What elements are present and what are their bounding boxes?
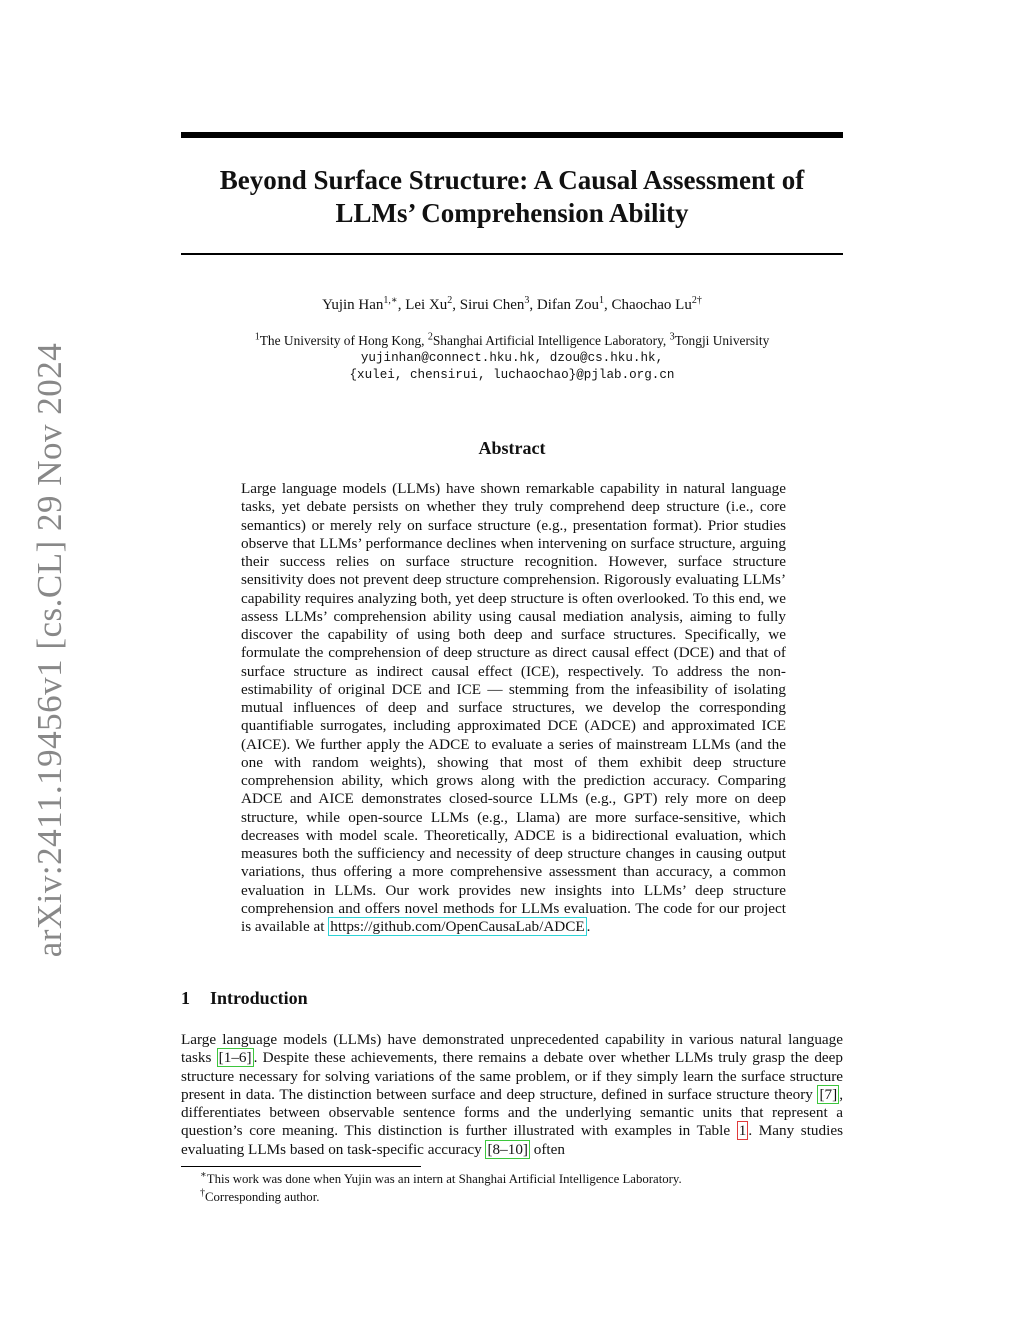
section-title: Introduction [210, 988, 308, 1008]
footnote-rule [181, 1166, 421, 1167]
footnote: ∗This work was done when Yujin was an intern at Shanghai Artificial Intelligence Laboratory. [200, 1169, 682, 1186]
footnote: †Corresponding author. [200, 1187, 320, 1204]
introduction-paragraph: Large language models (LLMs) have demonstrated unprecedented capability in various natural language tasks [1–6] . Despite these achievements, there remains a debate over whether LLMs truly grasp the deep structure necessary for solving variations of the same problem, or if they simply learn the surface structure present in data. The distinction between surface and deep structure, defined in surface structure theory [7] , differentiates between observable sentence forms and the underlying semantic units that represent a question’s core meaning. This distinction is further illustrated with examples in Table 1 . Many studies evaluating LLMs based on task-specific accuracy [8–10] often [181, 1031, 843, 1158]
arxiv-id-text: arXiv:2411.19456v1 [cs.CL] 29 Nov 2024 [30, 342, 69, 958]
email-line-1: yujinhan@connect.hku.hk, dzou@cs.hku.hk, [360, 351, 664, 365]
table-reference-link[interactable]: 1 [738, 1122, 747, 1140]
arxiv-identifier-stamp [28, 342, 72, 958]
citation-link[interactable]: [7] [819, 1085, 838, 1103]
title-top-rule [181, 132, 843, 138]
citation-link[interactable]: [1–6] [218, 1049, 252, 1067]
paper-title [181, 164, 843, 230]
section-number: 1 [181, 988, 190, 1008]
affiliation: $^2$Shanghai Artificial Intelligence Laboratory, [427, 331, 670, 348]
author: Chaochao $Lu^{2\dagger}$ [611, 295, 702, 313]
code-repository-link[interactable]: https://github.com/OpenCausaLab/ADCE [330, 918, 585, 935]
title-line-1: Beyond Surface Structure: A Causal Assessment of [219, 165, 805, 195]
section-heading-introduction [181, 988, 843, 1009]
author-list [181, 297, 843, 314]
abstract-body: Large language models (LLMs) have shown remarkable capability in natural language tasks, yet debate persists on whether they truly comprehend deep structure (i.e., core semantics) or merely rely on surface structure (e.g., presentation format). Prior studies observe that LLMs’ performance declines when intervening on surface structure, arguing their success relies on surface structure recognition. However, surface structure sensitivity does not prevent deep structure comprehension. Rigorously evaluating LLMs’ capability requires analyzing both, yet deep structure is often overlooked. To this end, we assess LLMs’ comprehension ability using causal mediation analysis, aiming to fully discover the capability of using both deep and surface structures. Specifically, we formulate the comprehension of deep structure as direct causal effect (DCE) and that of surface structure as indirect causal effect (ICE), respectively. To address the non-estimability of original DCE and ICE — stemming from the infeasibility of isolating mutual influences of deep and surface structures, we develop the corresponding quantifiable surrogates, including approximated DCE (ADCE) and approximated ICE (AICE). We further apply the ADCE to evaluate a series of mainstream LLMs (and the one with random weights), showing that most of them exhibit deep structure comprehension ability, which grows along with the prediction accuracy. Comparing ADCE and AICE demonstrates closed-source LLMs (e.g., GPT) rely more on deep structure, while open-source LLMs (e.g., Llama) are more surface-sensitive, which decreases with model scale. Theoretically, ADCE is a bidirectional evaluation, which measures both the sufficiency and necessity of deep structure changes in causing output variations, thus offering a more comprehensive assessment than accuracy, a common evaluation in LLMs. Our work provides new insights into LLMs’ deep structure comprehension and offers novel methods for LLMs evaluation. The code for our project is available at https://github.com/OpenCausaLab/ADCE . [241, 480, 786, 935]
abstract-text: Large language models (LLMs) have shown remarkable capability in natural language tasks, yet debate persists on whether they truly comprehend deep structure (i.e., core semantics) or merely rely on surface structure (e.g., presentation format). Prior studies observe that LLMs’ performance declines when intervening on surface structure, arguing their success relies on surface structure recognition. However, surface structure sensitivity does not prevent deep structure comprehension. Rigorously evaluating LLMs’ capability requires analyzing both, yet deep structure is often overlooked. To this end, we assess LLMs’ comprehension ability using causal mediation analysis, aiming to fully discover the capability of using both deep and surface structures. Specifically, we formulate the comprehension of deep structure as direct causal effect (DCE) and that of surface structure as indirect causal effect (ICE), respectively. To address the non-estimability of original DCE and ICE — stemming from the infeasibility of isolating mutual influences of deep and surface structures, we develop the corresponding quantifiable surrogates, including approximated DCE (ADCE) and approximated ICE (AICE). We further apply the ADCE to evaluate a series of mainstream LLMs (and the one with random weights), showing that most of them exhibit deep structure comprehension ability, which grows along with the prediction accuracy. Comparing ADCE and AICE demonstrates closed-source LLMs (e.g., GPT) rely more on deep structure, while open-source LLMs (e.g., Llama) are more surface-sensitive, which decreases with model scale. Theoretically, ADCE is a bidirectional evaluation, which measures both the sufficiency and necessity of deep structure changes in causing output variations, thus offering a more comprehensive assessment than accuracy, a common evaluation in LLMs. Our work provides new insights into LLMs’ deep structure comprehension and offers novel methods for LLMs evaluation. The code for our project is available at [241, 480, 786, 935]
citation-link[interactable]: [8–10] [487, 1140, 528, 1158]
title-bottom-rule [181, 253, 843, 255]
author: Sirui Chen$^3$, [459, 295, 537, 313]
affiliation: $^1$The University of Hong Kong, [254, 331, 428, 348]
affiliation: $^3$Tongji University [669, 331, 770, 348]
title-line-2: LLMs’ Comprehension Ability [335, 198, 689, 228]
email-line-2: {xulei, chensirui, luchaochao}@pjlab.org.cn [349, 368, 675, 382]
author: Difan Zou$^1$, [536, 295, 612, 313]
abstract-heading: Abstract [478, 438, 546, 458]
author: Yujin Han$^{1,∗}$, [322, 295, 406, 313]
author: Lei Xu$^2$, [405, 295, 460, 313]
affiliations [181, 333, 843, 349]
